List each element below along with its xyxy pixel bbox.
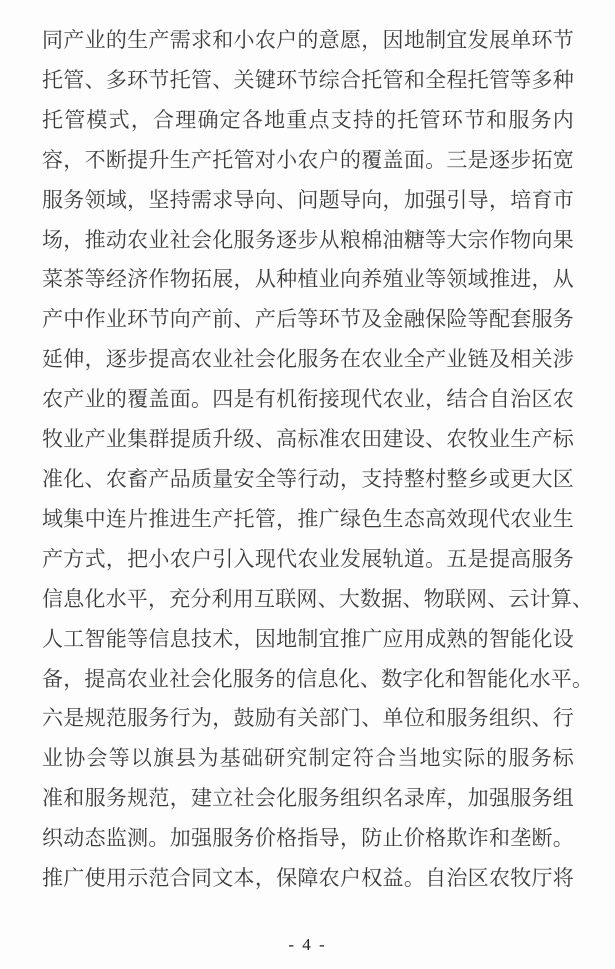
text-line: 场，推动农业社会化服务逐步从粮棉油糖等大宗作物向果: [42, 227, 574, 252]
text-line: 托管模式，合理确定各地重点支持的托管环节和服务内: [42, 107, 574, 132]
text-line: 备，提高农业社会化服务的信息化、数字化和智能化水平。: [42, 666, 594, 691]
text-line: 信息化水平，充分利用互联网、大数据、物联网、云计算、: [42, 586, 594, 611]
text-line: 域集中连片推进生产托管，推广绿色生态高效现代农业生: [42, 506, 574, 531]
text-line: 同产业的生产需求和小农户的意愿，因地制宜发展单环节: [42, 28, 574, 52]
text-line: 产中作业环节向产前、产后等环节及金融保险等配套服务: [42, 307, 574, 332]
page-number: - 4 -: [288, 935, 327, 954]
text-line: 农产业的覆盖面。四是有机衔接现代农业，结合自治区农: [42, 387, 574, 412]
text-line: 服务领域，坚持需求导向、问题导向，加强引导，培育市: [42, 187, 574, 212]
text-line: 推广使用示范合同文本，保障农户权益。自治区农牧厅将: [42, 866, 574, 891]
text-line: 业协会等以旗县为基础研究制定符合当地实际的服务标: [42, 746, 574, 771]
text-line: 托管、多环节托管、关键环节综合托管和全程托管等多种: [42, 67, 574, 92]
text-line: 延伸，逐步提高农业社会化服务在农业全产业链及相关涉: [42, 347, 574, 372]
text-line: 容，不断提升生产托管对小农户的覆盖面。三是逐步拓宽: [42, 147, 574, 172]
text-line: 准和服务规范，建立社会化服务组织名录库，加强服务组: [42, 786, 574, 811]
text-line: 人工智能等信息技术，因地制宜推广应用成熟的智能化设: [42, 626, 574, 651]
text-line: 六是规范服务行为，鼓励有关部门、单位和服务组织、行: [42, 706, 574, 731]
text-line: 菜茶等经济作物拓展，从种植业向养殖业等领域推进，从: [42, 267, 574, 292]
text-body: [42, 21, 594, 899]
text-line: 织动态监测。加强服务价格指导，防止价格欺诈和垄断。: [42, 826, 574, 851]
text-line: 产方式，把小农户引入现代农业发展轨道。五是提高服务: [42, 546, 574, 571]
text-line: 牧业产业集群提质升级、高标准农田建设、农牧业生产标: [42, 427, 574, 452]
text-line: 准化、农畜产品质量安全等行动，支持整村整乡或更大区: [42, 466, 574, 491]
